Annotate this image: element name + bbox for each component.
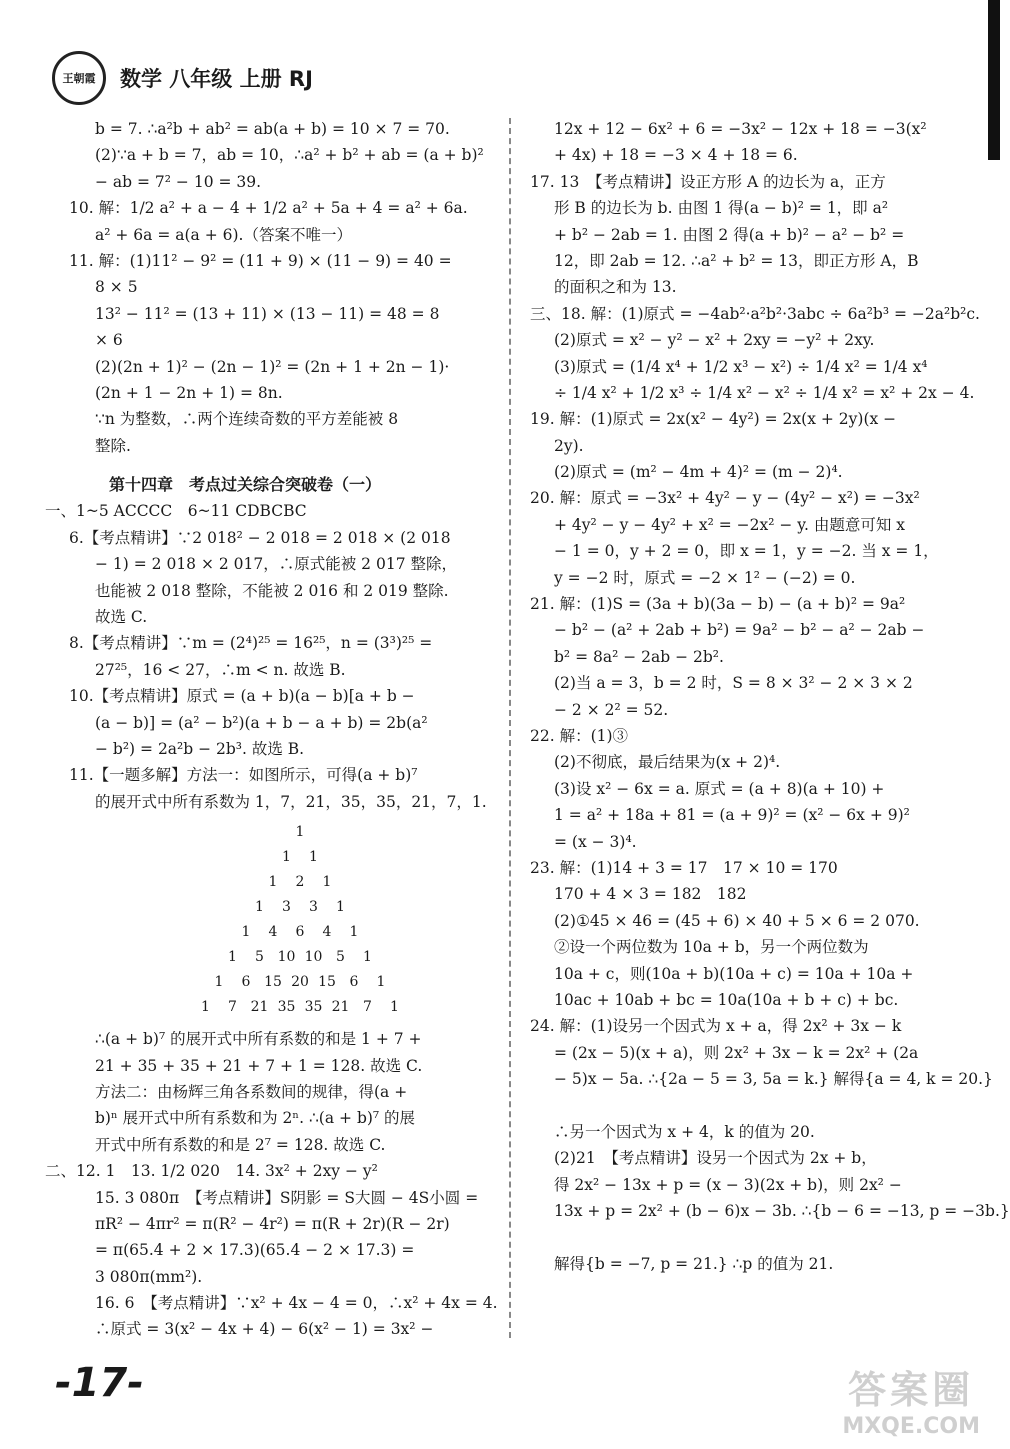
text-line: 方法二：由杨辉三角各系数间的规律，得(a + (95, 1082, 408, 1101)
pascal-number: 35 (277, 999, 296, 1016)
pascal-number: 1 (390, 999, 399, 1016)
text-line: 22. 解：(1)③ (530, 726, 629, 745)
pascal-number: 4 (322, 924, 332, 941)
pascal-triangle (95, 819, 495, 1024)
pascal-number: 5 (255, 949, 264, 966)
watermark (842, 1359, 980, 1439)
text-line: ②设一个两位数为 10a + b，另一个两位数为 (554, 938, 869, 957)
text-line: − b²) = 2a²b − 2b³. 故选 B. (95, 739, 305, 758)
pascal-number: 7 (363, 999, 372, 1016)
text-line: 17. 13 【考点精讲】设正方形 A 的边长为 a，正方 (530, 172, 886, 191)
text-line: 170 + 4 × 3 = 182 182 (554, 885, 747, 904)
text-line: 的展开式中所有系数为 1，7，21，35，35，21，7，1. (95, 792, 487, 811)
pascal-number: 15 (318, 974, 336, 991)
text-line: (2)21 【考点精讲】设另一个因式为 2x + b， (554, 1149, 877, 1168)
text-line: 13² − 11² = (13 + 11) × (13 − 11) = 48 = 8 (95, 304, 440, 323)
text-line: 10ac + 10ab + bc = 10a(10a + b + c) + bc. (554, 990, 899, 1009)
text-line: (2)∵a + b = 7，ab = 10，∴a² + b² + ab = (a + b)² (95, 146, 484, 165)
text-line: − 1 = 0，y + 2 = 0，即 x = 1，y = −2. 当 x = 1， (554, 542, 939, 561)
pascal-number: 1 (282, 849, 291, 866)
text-line: − ab = 7² − 10 = 39. (95, 172, 262, 191)
text-line: 整除. (95, 436, 131, 455)
text-line: − b² − (a² + 2ab + b²) = 9a² − b² − a² − 2ab − (554, 621, 925, 640)
text-line: ∴另一个因式为 x + 4，k 的值为 20. (554, 1122, 815, 1141)
text-line: (3)原式 = (1/4 x⁴ + 1/2 x³ − x²) ÷ 1/4 x² = 1/4 x⁴ (554, 357, 928, 376)
pascal-number: 1 (349, 924, 359, 941)
text-line: 24. 解：(1)设另一个因式为 x + a，得 2x² + 3x − k (530, 1017, 902, 1036)
watermark-url: MXQE.COM (842, 1414, 980, 1439)
text-line: 11.【一题多解】方法一：如图所示，可得(a + b)⁷ (69, 766, 418, 785)
text-line: 10a + c，则(10a + b)(10a + c) = 10a + 10a + (554, 964, 914, 983)
text-line: ÷ 1/4 x² + 1/2 x³ ÷ 1/4 x² − x² ÷ 1/4 x² = x² + 2x − 4. (554, 383, 975, 402)
text-line: ∴原式 = 3(x² − 4x + 4) − 6(x² − 1) = 3x² − (95, 1320, 434, 1339)
text-line: 解得{b = −7, p = 21.} ∴p 的值为 21. (554, 1254, 834, 1273)
pascal-number: 10 (277, 949, 296, 966)
text-line: b² = 8a² − 2ab − 2b². (554, 647, 724, 666)
text-line: y = −2 时，原式 = −2 × 1² − (−2) = 0. (554, 568, 856, 587)
pascal-number: 3 (309, 899, 318, 916)
text-line: πR² − 4πr² = π(R² − 4r²) = π(R + 2r)(R − 2r) (95, 1214, 450, 1233)
text-line: 3 080π(mm²). (95, 1267, 203, 1286)
pascal-number: 35 (304, 999, 323, 1016)
text-line: (2n + 1 − 2n + 1) = 8n. (95, 383, 283, 402)
left-column (45, 116, 498, 1343)
text-line: 16. 6 【考点精讲】∵x² + 4x − 4 = 0，∴x² + 4x = 4. (95, 1294, 498, 1313)
text-line: 8 × 5 (95, 278, 138, 297)
pascal-number: 6 (241, 974, 251, 991)
text-line: (3)设 x² − 6x = a. 原式 = (a + 8)(a + 10) + (554, 779, 885, 798)
text-line: 12x + 12 − 6x² + 6 = −3x² − 12x + 18 = −3(x² (554, 120, 927, 138)
text-line: 13x + p = 2x² + (b − 6)x − 3b. ∴{b − 6 = −13, p = −3b.} (554, 1202, 1010, 1221)
text-line: 19. 解：(1)原式 = 2x(x² − 4y²) = 2x(x + 2y)(x − (530, 410, 897, 429)
text-line: 故选 C. (95, 608, 148, 627)
publisher-logo: 王朝霞 (52, 51, 106, 105)
page-header (52, 48, 313, 108)
text-line: (2)不彻底，最后结果为(x + 2)⁴. (554, 753, 781, 772)
text-line: 1 = a² + 18a + 81 = (a + 9)² = (x² − 6x + 9)² (554, 806, 910, 825)
pascal-number: 4 (268, 924, 278, 941)
text-line: 形 B 的边长为 b. 由图 1 得(a − b)² = 1，即 a² (554, 199, 889, 218)
text-line: + b² − 2ab = 1. 由图 2 得(a + b)² − a² − b² = (554, 225, 905, 244)
chapter-title: 第十四章 考点过关综合突破卷（一） (109, 475, 382, 495)
text-line: 2y). (554, 436, 584, 455)
text-line: 23. 解：(1)14 + 3 = 17 17 × 10 = 170 (530, 858, 838, 877)
text-line: 15. 3 080π 【考点精讲】S阴影 = S大圆 − 4S小圆 = (95, 1188, 479, 1207)
text-line: 11. 解：(1)11² − 9² = (11 + 9) × (11 − 9) = 40 = (69, 251, 452, 270)
text-line: 27²⁵，16 < 27，∴m < n. 故选 B. (95, 660, 346, 679)
watermark-text: 答案圈 (848, 1368, 975, 1412)
text-line: ∵n 为整数，∴两个连续奇数的平方差能被 8 (95, 410, 399, 429)
text-line: − 2 × 2² = 52. (554, 700, 669, 719)
pascal-number: 7 (228, 999, 237, 1016)
text-line: (2)原式 = (m² − 4m + 4)² = (m − 2)⁴. (554, 463, 843, 482)
text-line: b = 7. ∴a²b + ab² = ab(a + b) = 10 × 7 = 70. (95, 120, 450, 138)
pascal-number: 2 (295, 874, 305, 891)
text-line: + 4x) + 18 = −3 × 4 + 18 = 6. (554, 146, 798, 165)
text-line: (2)(2n + 1)² − (2n − 1)² = (2n + 1 + 2n − 1)· (95, 357, 450, 376)
text-line: × 6 (95, 331, 123, 350)
text-line: ∴(a + b)⁷ 的展开式中所有系数的和是 1 + 7 + (95, 1030, 422, 1049)
pascal-number: 3 (282, 899, 291, 916)
text-line: 二、12. 1 13. 1/2 020 14. 3x² + 2xy − y² (45, 1162, 378, 1181)
text-line: b)ⁿ 展开式中所有系数和为 2ⁿ. ∴(a + b)⁷ 的展 (95, 1109, 416, 1128)
text-line: 开式中所有系数的和是 2⁷ = 128. 故选 C. (95, 1135, 386, 1154)
text-line: = (x − 3)⁴. (554, 832, 637, 851)
column-divider (509, 118, 511, 1338)
right-column (530, 116, 1010, 1277)
pascal-number: 1 (228, 949, 237, 966)
text-line: 也能被 2 018 整除，不能被 2 016 和 2 019 整除. (95, 581, 449, 600)
text-line: 一、1~5 ACCCC 6~11 CDBCBC (45, 502, 307, 521)
pascal-number: 6 (295, 924, 305, 941)
text-line: 10. 解：1/2 a² + a − 4 + 1/2 a² + 5a + 4 = a² + 6a. (69, 199, 468, 218)
text-line: 三、18. 解：(1)原式 = −4ab²·a²b²·3abc ÷ 6a²b³ = −2a²b²c. (530, 304, 980, 323)
text-line: = (2x − 5)(x + a)，则 2x² + 3x − k = 2x² + (2a (554, 1043, 919, 1062)
text-line: (2)当 a = 3，b = 2 时，S = 8 × 3² − 2 × 3 × 2 (554, 674, 913, 693)
text-line: a² + 6a = a(a + 6).（答案不唯一） (95, 225, 352, 244)
text-line: 的面积之和为 13. (554, 278, 677, 297)
pascal-number: 1 (363, 949, 372, 966)
pascal-number: 1 (201, 999, 210, 1016)
header-title: 数学 八年级 上册 RJ (120, 67, 313, 91)
text-line (530, 1092, 955, 1118)
pascal-number: 20 (291, 974, 309, 991)
text-line (530, 1224, 955, 1250)
text-line: = π(65.4 + 2 × 17.3)(65.4 − 2 × 17.3) = (95, 1241, 415, 1260)
pascal-number: 1 (241, 924, 251, 941)
pascal-number: 21 (250, 999, 269, 1016)
pascal-number: 15 (264, 974, 282, 991)
pascal-number: 10 (304, 949, 323, 966)
text-line: 6.【考点精讲】∵2 018² − 2 018 = 2 018 × (2 018 (69, 528, 451, 547)
pascal-number: 1 (336, 899, 345, 916)
pascal-number: 1 (376, 974, 386, 991)
text-line: − 5)x − 5a. ∴{2a − 5 = 3, 5a = k.} 解得{a = 4, k = 20.} (554, 1070, 993, 1089)
text-line: 21. 解：(1)S = (3a + b)(3a − b) − (a + b)² = 9a² (530, 595, 906, 614)
pascal-number: 1 (309, 849, 318, 866)
text-line: 得 2x² − 13x + p = (x − 3)(2x + b)，则 2x² − (554, 1175, 902, 1194)
page-number: -17- (55, 1360, 144, 1406)
pascal-number: 1 (322, 874, 332, 891)
text-line: − 1) = 2 018 × 2 017，∴原式能被 2 017 整除， (95, 555, 457, 574)
text-line: 8.【考点精讲】∵m = (2⁴)²⁵ = 16²⁵，n = (3³)²⁵ = (69, 634, 433, 653)
page-edge-tab (988, 0, 1000, 160)
pascal-number: 1 (255, 899, 264, 916)
text-line: 12，即 2ab = 12. ∴a² + b² = 13，即正方形 A，B (554, 251, 919, 270)
pascal-number: 21 (331, 999, 350, 1016)
pascal-number: 1 (214, 974, 224, 991)
text-line: 20. 解：原式 = −3x² + 4y² − y − (4y² − x²) = −3x² (530, 489, 920, 508)
pascal-number: 6 (349, 974, 359, 991)
pascal-number: 1 (295, 824, 305, 841)
text-line: (2)原式 = x² − y² − x² + 2xy = −y² + 2xy. (554, 331, 875, 350)
text-line: 21 + 35 + 35 + 21 + 7 + 1 = 128. 故选 C. (95, 1056, 423, 1075)
pascal-number: 5 (336, 949, 345, 966)
text-line: (a − b)] = (a² − b²)(a + b − a + b) = 2b(a² (95, 713, 428, 732)
text-line: (2)①45 × 46 = (45 + 6) × 40 + 5 × 6 = 2 070. (554, 911, 920, 930)
text-line: 10.【考点精讲】原式 = (a + b)(a − b)[a + b − (69, 687, 415, 706)
pascal-number: 1 (268, 874, 278, 891)
text-line: + 4y² − y − 4y² + x² = −2x² − y. 由题意可知 x (554, 515, 906, 534)
